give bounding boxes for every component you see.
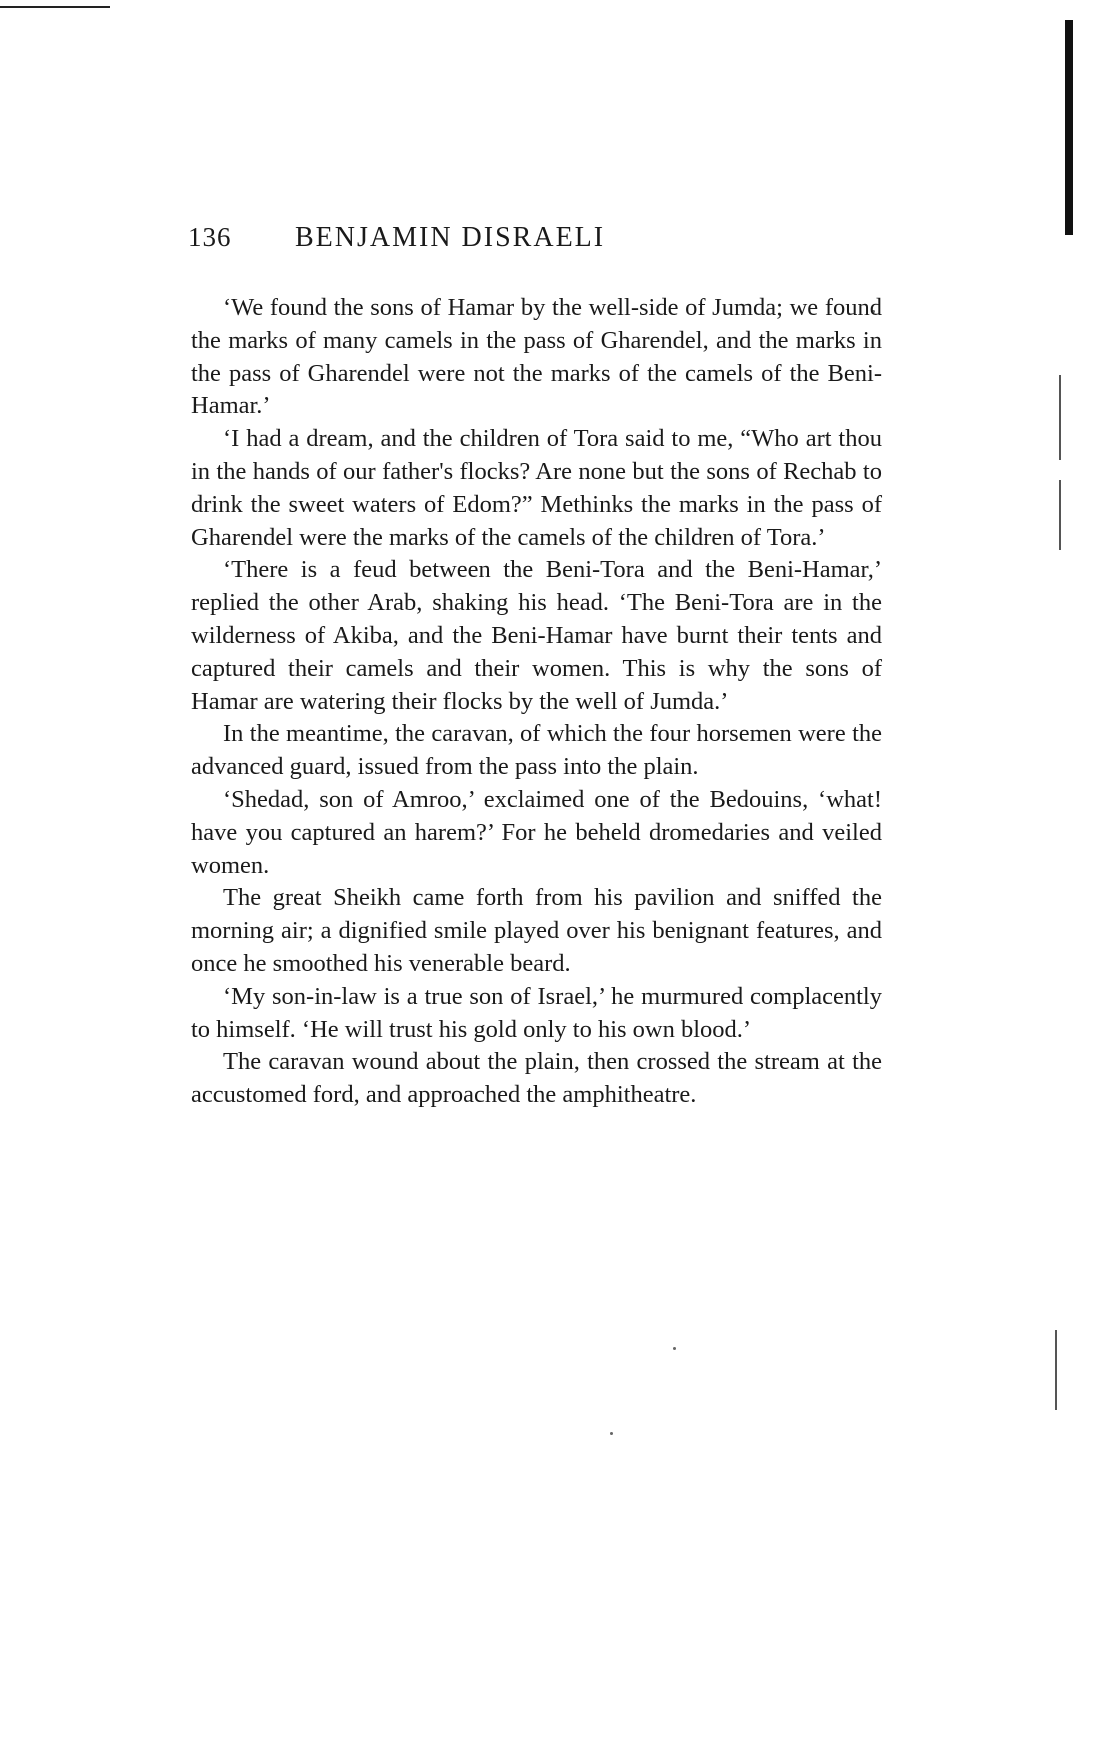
paragraph-1: ‘We found the sons of Hamar by the well-side of Jumda; we found the marks of many camels in the pass of Gharendel, and the marks in the pass of Gharendel were not the marks of the camels of the Beni-Hamar.’ <box>191 294 882 420</box>
scan-edge-line <box>1059 375 1061 460</box>
page-number: 136 <box>188 222 232 252</box>
scan-edge-line <box>1059 480 1061 550</box>
paragraph-2: ‘I had a dream, and the children of Tora said to me, “Who art thou in the hands of our father's flocks? Are none but the sons of Rechab to drink the sweet waters of Edom?” Methinks the marks in the pass of Gharendel were the marks of the camels of the children of Tora.’ <box>191 425 882 551</box>
scan-edge-line <box>1055 1330 1057 1410</box>
scan-binding-shadow <box>1065 20 1073 235</box>
paragraph-7: ‘My son-in-law is a true son of Israel,’ he murmured complacently to himself. ‘He will trust his gold only to his own blood.’ <box>191 982 882 1043</box>
paragraph-6: The great Sheikh came forth from his pavilion and sniffed the morning air; a dignified smile played over his benignant features, and once he smoothed his venerable beard. <box>191 884 882 977</box>
scan-edge-mark <box>0 6 110 8</box>
running-title: BENJAMIN DISRAELI <box>295 222 606 253</box>
paragraph-4: In the meantime, the caravan, of which the four horsemen were the advanced guard, issued from the pass into the plain. <box>191 720 882 781</box>
scan-speck <box>610 1432 613 1435</box>
paragraph-3: ‘There is a feud between the Beni-Tora and the Beni-Hamar,’ replied the other Arab, shaking his head. ‘The Beni-Tora are in the wilderness of Akiba, and the Beni-Hamar have burnt their tents and captured their camels and their women. This is why the sons of Hamar are watering their flocks by the well of Jumda.’ <box>191 556 882 715</box>
scan-speck <box>673 1347 676 1350</box>
body-text <box>191 292 882 1112</box>
paragraph-5: ‘Shedad, son of Amroo,’ exclaimed one of the Bedouins, ‘what! have you captured an harem?’ For he beheld dromedaries and veiled women. <box>191 785 882 879</box>
page-header <box>188 222 888 262</box>
paragraph-8: The caravan wound about the plain, then crossed the stream at the accustomed ford, and approached the amphitheatre. <box>191 1048 882 1109</box>
